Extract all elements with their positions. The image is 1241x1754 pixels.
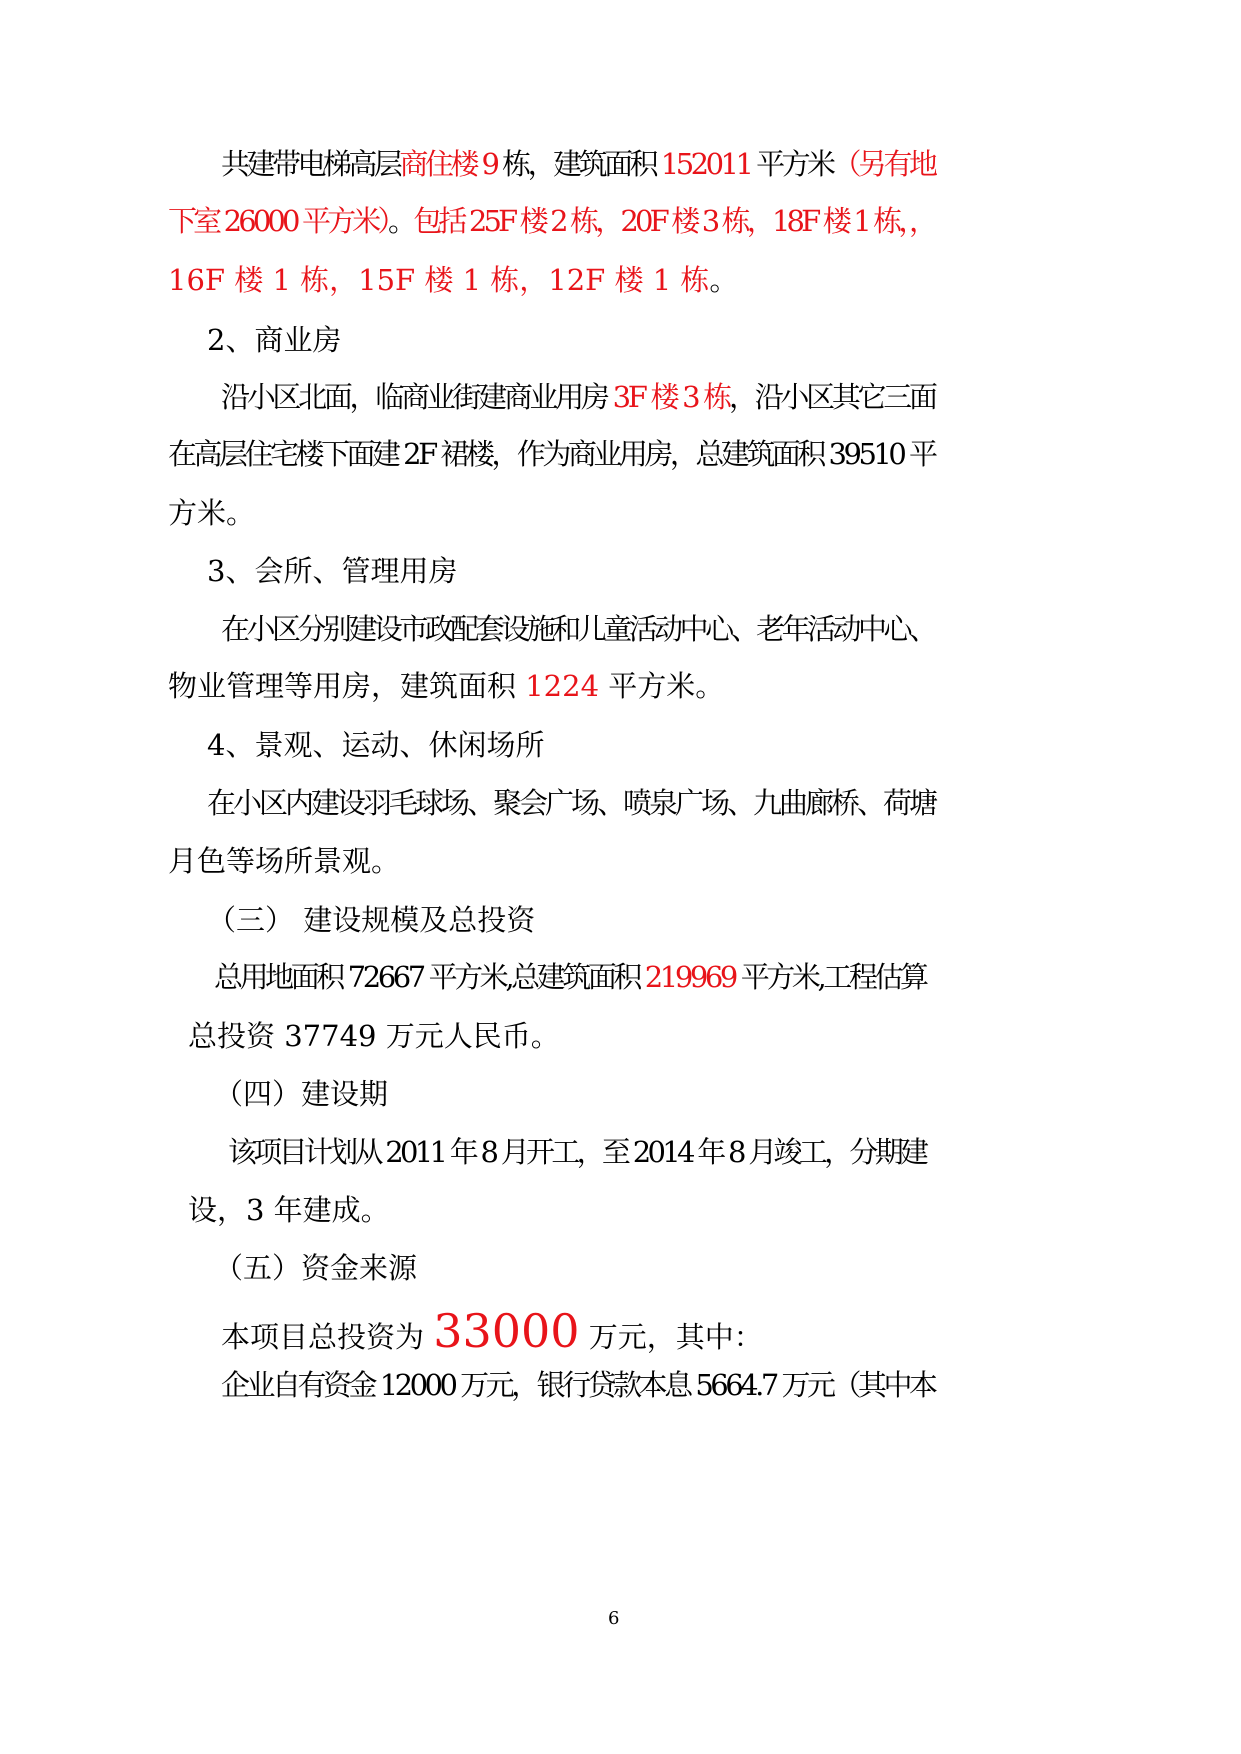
text-segment: 万元，其中：	[579, 1320, 763, 1354]
page-number: 6	[608, 1608, 620, 1629]
highlighted-text: 33000	[433, 1304, 580, 1358]
text-segment: 平方米。	[599, 669, 725, 703]
text-line	[214, 1250, 417, 1286]
text-line	[168, 843, 400, 879]
text-segment: 月色等场所景观。	[168, 844, 401, 878]
text-segment: 平方米	[750, 147, 833, 181]
text-line	[207, 727, 544, 763]
text-segment: 该项目计划从 2011 年 8 月开工，至 2014 年 8 月竣工，分期建	[228, 1135, 926, 1169]
text-segment: 企业自有资金 12000 万元，银行贷款本息 5664.7 万元（其中本	[221, 1368, 935, 1402]
highlighted-text: 包括 25F 楼 2 栋，20F 楼 3 栋，18F 楼 1 栋，，	[413, 204, 935, 238]
text-segment: 在小区分别建设市政配套设施和儿童活动中心、老年活动中心、	[221, 612, 935, 646]
text-segment: （四）建设期	[214, 1077, 389, 1111]
text-segment: 平方米,工程估算	[734, 960, 926, 994]
text-segment: 设，3 年建成。	[188, 1193, 390, 1227]
text-line	[168, 203, 934, 239]
text-line	[188, 1018, 560, 1054]
highlighted-text: 16F 楼 1 栋，15F 楼 1 栋，12F 楼 1 栋	[168, 263, 710, 297]
text-line	[228, 1134, 925, 1170]
text-line	[207, 902, 535, 938]
text-segment: （五）资金来源	[214, 1251, 418, 1285]
text-segment: 物业管理等用房，建筑面积	[168, 669, 526, 703]
text-line	[221, 1367, 935, 1403]
highlighted-text: 3F 楼 3 栋	[612, 380, 729, 414]
text-segment: 本项目总投资为	[221, 1320, 434, 1354]
text-segment: 2、商业房	[207, 323, 342, 357]
text-line	[221, 379, 935, 415]
text-segment: 在高层住宅楼下面建 2F 裙楼，作为商业用房，总建筑面积 39510 平	[168, 437, 935, 471]
text-line	[221, 611, 934, 647]
highlighted-text: 商住楼 9	[399, 147, 497, 181]
highlighted-text: 152011	[660, 147, 751, 181]
text-segment: 3、会所、管理用房	[207, 554, 458, 588]
text-segment: 方米。	[168, 496, 256, 530]
text-line	[221, 146, 934, 182]
text-segment: 总投资 37749 万元人民币。	[188, 1019, 560, 1053]
text-segment: （三） 建设规模及总投资	[207, 903, 536, 937]
text-segment: 栋，建筑面积	[496, 147, 661, 181]
text-line	[207, 322, 341, 358]
text-line	[188, 1192, 390, 1228]
highlighted-text: 1224	[525, 669, 600, 703]
highlighted-text: 下室 26000 平方米）	[168, 204, 389, 238]
text-segment: 4、景观、运动、休闲场所	[207, 728, 545, 762]
text-line	[168, 262, 738, 298]
text-segment: 在小区内建设羽毛球场、聚会广场、喷泉广场、九曲廊桥、荷塘	[207, 786, 935, 820]
highlighted-text: 219969	[644, 960, 735, 994]
text-segment: 。	[388, 204, 414, 238]
text-line	[214, 959, 926, 995]
text-line	[214, 1076, 388, 1112]
text-line	[221, 1304, 763, 1358]
text-segment: 。	[709, 263, 739, 297]
text-segment: ，沿小区其它三面	[728, 380, 935, 414]
text-segment: 沿小区北面，临商业街建商业用房	[221, 380, 613, 414]
text-segment: 总用地面积 72667 平方米,总建筑面积	[214, 960, 645, 994]
text-line	[168, 495, 255, 531]
text-line	[168, 436, 935, 472]
text-line	[168, 668, 724, 704]
text-line	[207, 785, 935, 821]
highlighted-text: （另有地	[832, 147, 935, 181]
text-line	[207, 553, 457, 589]
text-segment: 共建带电梯高层	[221, 147, 400, 181]
